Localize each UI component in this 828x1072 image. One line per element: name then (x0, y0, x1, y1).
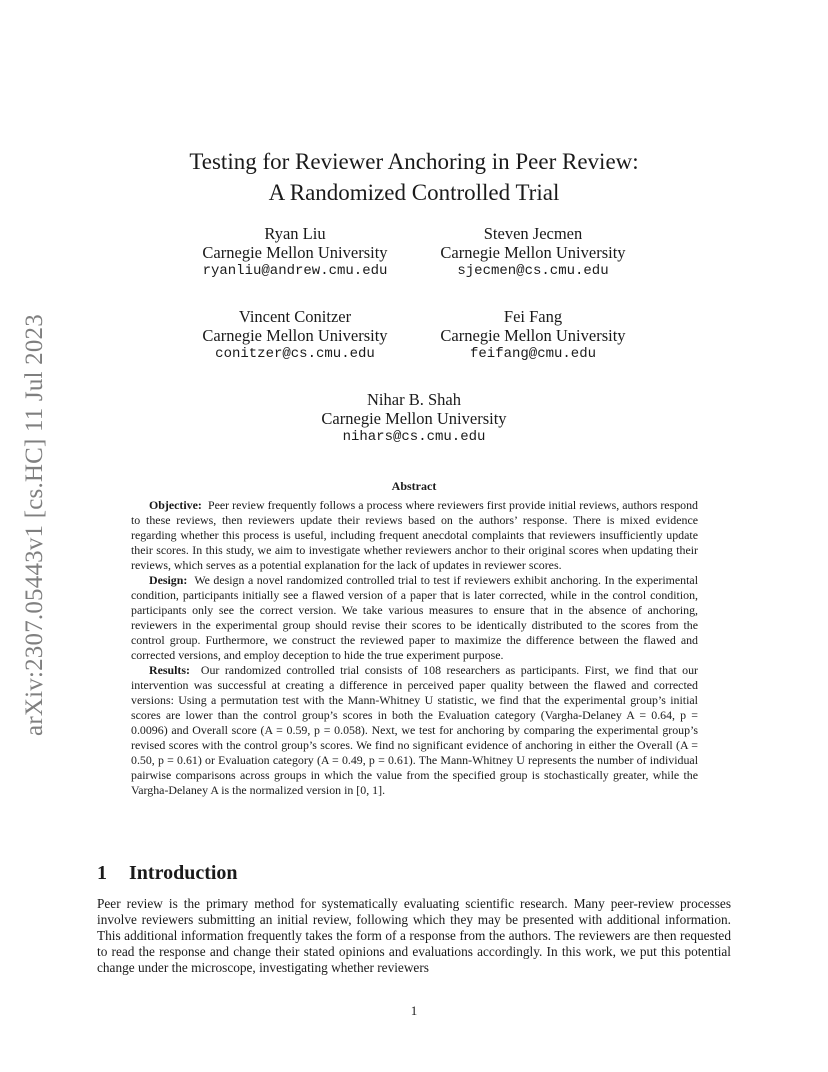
author-name: Vincent Conitzer (238, 307, 352, 326)
author-block-1 (180, 224, 410, 281)
author-affiliation: Carnegie Mellon University (440, 243, 626, 262)
author-block-3 (180, 307, 410, 364)
abstract-objective (131, 498, 698, 573)
author-name: Fei Fang (503, 307, 563, 326)
section-heading-introduction (97, 862, 238, 885)
author-email: feifang@cmu.edu (469, 346, 597, 362)
design-label: Design: (149, 573, 188, 587)
arxiv-identifier-text: arXiv:2307.05443v1 [cs.HC] 11 Jul 2023 (21, 314, 48, 736)
objective-label: Objective: (149, 498, 202, 512)
abstract-results (131, 663, 698, 798)
paper-title (100, 146, 728, 208)
author-email: conitzer@cs.cmu.edu (215, 346, 375, 362)
author-block-5 (299, 390, 529, 447)
author-affiliation: Carnegie Mellon University (202, 326, 388, 345)
section-title: Introduction (129, 862, 238, 884)
abstract-design (131, 573, 698, 663)
author-name: Nihar B. Shah (367, 390, 461, 409)
abstract-body (131, 498, 698, 798)
author-name: Steven Jecmen (483, 224, 583, 243)
results-text: Our randomized controlled trial consists of 108 researchers as participants. First, we find that our intervention was successful at creating a difference in perceived paper quality between the flawed and corrected versions: Using a permutation test with the Mann-Whitney U statistic, we find that the experimental group’s initial scores are lower than the control group’s scores in both the Evaluation category (Vargha-Delaney A = 0.64, p = 0.0096) and Overall score (A = 0.59, p = 0.058). Next, we test for anchoring by comparing the experimental group’s revised scores with the control group’s scores. We find no significant evidence of anchoring in either the Overall (A = 0.50, p = 0.61) or Evaluation category (A = 0.49, p = 0.61). The Mann-Whitney U represents the number of individual pairwise comparisons across groups in which the value from the specified group is stochastically greater, while the Vargha-Delaney A is the normalized version in [0, 1]. (131, 663, 698, 797)
author-email: sjecmen@cs.cmu.edu (457, 263, 609, 279)
page-number: 1 (410, 1003, 418, 1018)
title-line-2: A Randomized Controlled Trial (268, 180, 560, 205)
author-name: Ryan Liu (264, 224, 326, 243)
objective-text: Peer review frequently follows a process where reviewers first provide initial reviews, authors respond to these reviews, then reviewers update their reviews based on the authors’ response. There is mixed evidence regarding whether this process is useful, including frequent anecdotal complaints that reviewers insufficiently update their scores. In this study, we aim to investigate whether reviewers anchor to their original scores when updating their reviews, which serves as a potential explanation for the lack of updates in reviewer scores. (131, 498, 698, 572)
abstract-heading: Abstract (391, 479, 437, 493)
introduction-paragraph: Peer review is the primary method for systematically evaluating scientific research. Many peer-review processes involve reviewers submitting an initial review, following which they may be presented with additional information. This additional information frequently takes the form of a response from the authors. The reviewers are then requested to read the response and change their stated opinions and evaluations accordingly. In this work, we put this potential change under the microscope, investigating whether reviewers (97, 896, 731, 975)
arxiv-identifier-sidebar (22, 295, 48, 755)
author-affiliation: Carnegie Mellon University (321, 409, 507, 428)
results-label: Results: (149, 663, 190, 677)
section-number: 1 (97, 862, 107, 884)
author-email: ryanliu@andrew.cmu.edu (202, 263, 388, 279)
author-block-2 (418, 224, 648, 281)
author-affiliation: Carnegie Mellon University (202, 243, 388, 262)
author-email: nihars@cs.cmu.edu (342, 429, 486, 445)
author-block-4 (418, 307, 648, 364)
design-text: We design a novel randomized controlled trial to test if reviewers exhibit anchoring. In the experimental condition, participants initially see a flawed version of a paper that is later corrected, while in the control condition, participants only see the correct version. We take various measures to ensure that in the absence of anchoring, reviewers in the experimental group should revise their scores to be identically distributed to the scores from the control group. Furthermore, we construct the reviewed paper to maximize the difference between the flawed and corrected versions, and employ deception to hide the true experiment purpose. (131, 573, 698, 662)
title-line-1: Testing for Reviewer Anchoring in Peer Review: (189, 149, 639, 174)
author-affiliation: Carnegie Mellon University (440, 326, 626, 345)
